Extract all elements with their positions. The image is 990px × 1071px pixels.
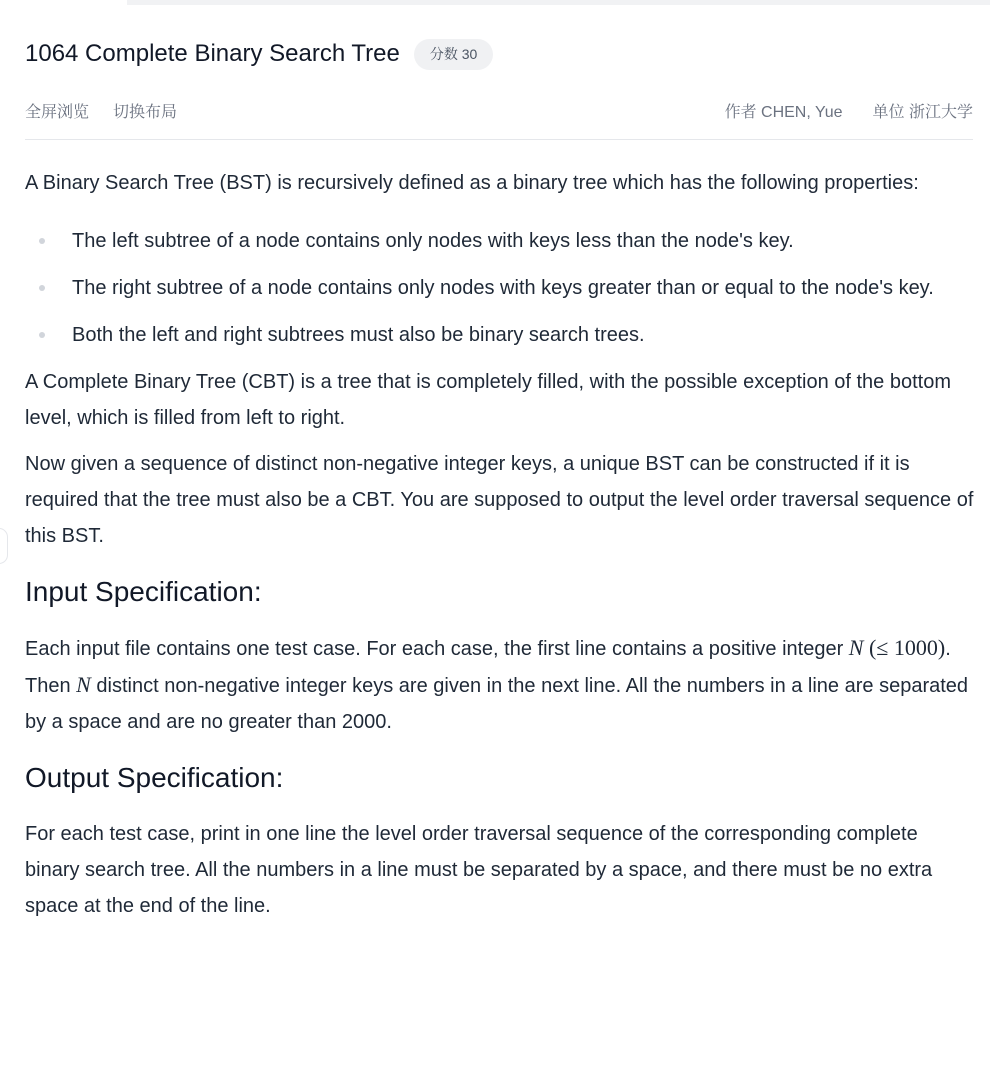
bst-properties-list: [25, 223, 977, 353]
author-info: 作者 CHEN, Yue: [724, 104, 843, 121]
bst-intro: A Binary Search Tree (BST) is recursively defined as a binary tree which has the following properties:: [25, 172, 919, 194]
input-text-1: Each input file contains one test case. For each case, the first line contains a positive integer: [25, 638, 849, 660]
list-item: The left subtree of a node contains only nodes with keys less than the node's key.: [25, 223, 977, 259]
input-spec-heading: Input Specification:: [25, 576, 262, 607]
math-n: N: [848, 635, 864, 660]
input-spec-text: [25, 630, 977, 740]
input-text-3: distinct non-negative integer keys are given in the next line. All the numbers in a line are separated by a space and are no greater than 2000.: [25, 675, 969, 733]
problem-toolbar: [25, 99, 973, 123]
fullscreen-button[interactable]: 全屏浏览: [25, 104, 90, 121]
cbt-definition: A Complete Binary Tree (CBT) is a tree that is completely filled, with the possible exception of the bottom level, which is filled from left to right.: [25, 371, 951, 429]
problem-header: [25, 36, 493, 72]
switch-layout-button[interactable]: 切换布局: [113, 104, 178, 121]
math-bound: (≤ 1000): [863, 635, 946, 660]
score-badge: 分数 30: [414, 39, 493, 70]
list-item: The right subtree of a node contains only nodes with keys greater than or equal to the node's key.: [25, 270, 977, 306]
task-statement: Now given a sequence of distinct non-negative integer keys, a unique BST can be constructed if it is required that the tree must also be a CBT. You are supposed to output the level order traversal sequence of this BST.: [25, 453, 974, 547]
input-text-2: . Then: [25, 638, 951, 697]
top-scroll-strip: [127, 0, 990, 5]
problem-description: [25, 165, 977, 924]
unit-info: 单位 浙江大学: [872, 104, 973, 121]
header-divider: [25, 139, 973, 140]
list-item: Both the left and right subtrees must also be binary search trees.: [25, 317, 977, 353]
side-collapse-handle[interactable]: [0, 528, 8, 564]
math-n-2: N: [76, 672, 91, 697]
output-spec-heading: Output Specification:: [25, 762, 284, 793]
problem-title: 1064 Complete Binary Search Tree: [25, 40, 400, 67]
output-spec-text: For each test case, print in one line the level order traversal sequence of the corresponding complete binary search tree. All the numbers in a line must be separated by a space, and there must be no extra space at the end of the line.: [25, 823, 933, 917]
